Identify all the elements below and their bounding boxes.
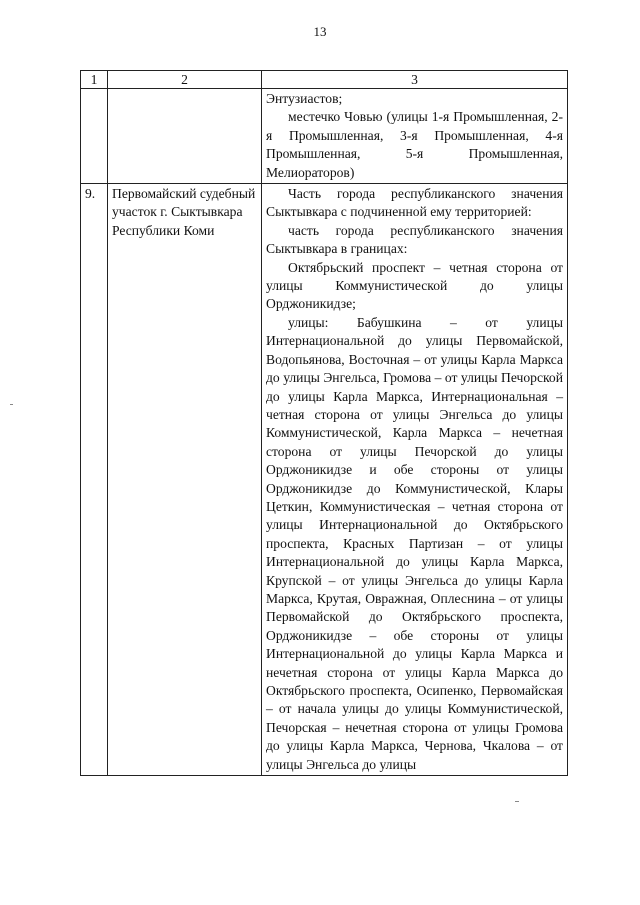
table-header-row: [81, 71, 568, 89]
row-9-paragraph-3: Октябрьский проспект – четная сторона от улицы Коммунистической до улицы Орджоникидзе;: [266, 259, 563, 312]
header-col-1: 1: [81, 71, 108, 89]
row-9-name-cell: [108, 184, 262, 776]
continuation-num-cell: [81, 89, 108, 184]
scan-mark-left: [10, 404, 13, 405]
row-9-paragraph-2: часть города республиканского значения Сыктывкара в границах:: [266, 222, 563, 257]
continuation-boundaries-cell: [262, 89, 568, 184]
row-9-court-name: Первомайский судебный участок г. Сыктывкара Республики Коми: [112, 186, 256, 238]
continuation-line-1: Энтузиастов;: [266, 91, 343, 106]
row-9-paragraph-1: Часть города республиканского значения Сыктывкара с подчиненной ему территорией:: [266, 186, 563, 220]
header-col-2: 2: [108, 71, 262, 89]
table-row-continuation: [81, 89, 568, 184]
row-9-number: 9.: [81, 184, 108, 776]
row-9-paragraph-4: улицы: Бабушкина – от улицы Интернациональной до улицы Первомайской, Водопьянова, Восточная – от улицы Карла Маркса до улицы Энгельса, Громова – от улицы Печорской до улицы Карла Маркса, Интернациональная – четная сторона от улицы Энгельса до улицы Коммунистической, Карла Маркса – нечетная сторона от улицы Печорской до улицы Орджоникидзе и обе стороны от улицы Орджоникидзе до Коммунистической, Клары Цеткин, Коммунистическая – четная сторона от улицы Интернациональной до Октябрьского проспекта, Красных Партизан – от улицы Интернациональной до улицы Карла Маркса, Крупской – от улицы Энгельса до улицы Карла Маркса, Крутая, Овражная, Оплеснина – от улицы Первомайской до Октябрьского проспекта, Орджоникидзе – обе стороны от улицы Интернациональной до улицы Карла Маркса и нечетная сторона от улицы Карла Маркса до Октябрьского проспекта, Осипенко, Первомайская – от начала улицы до улицы Коммунистической, Печорская – нечетная сторона от улицы Громова до улицы Карла Маркса, Чернова, Чкалова – от улицы Энгельса до улицы: [266, 314, 563, 772]
header-col-3: 3: [262, 71, 568, 89]
boundaries-table: [80, 70, 568, 776]
row-9-boundaries-cell: [262, 184, 568, 776]
continuation-name-cell: [108, 89, 262, 184]
continuation-line-2: местечко Човью (улицы 1-я Промышленная, 2-я Промышленная, 3-я Промышленная, 4-я Промышленная, 5-я Промышленная, Мелиораторов): [266, 109, 563, 180]
scan-mark-bottom: [515, 801, 519, 802]
page-number: 13: [313, 24, 327, 39]
table-row-9: [81, 184, 568, 776]
